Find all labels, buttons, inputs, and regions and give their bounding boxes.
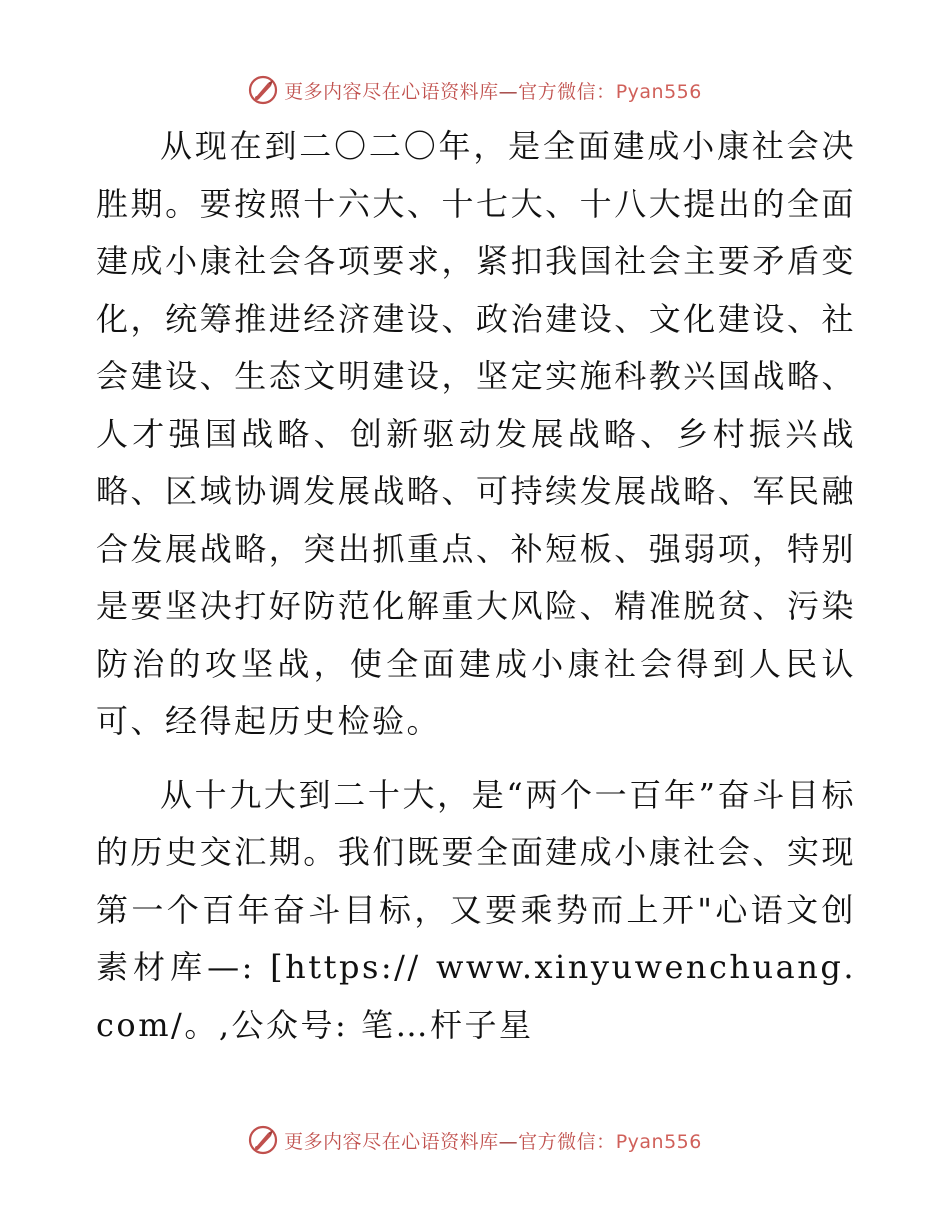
banner-wechat-label: 官方微信： xyxy=(518,80,616,103)
banner-text xyxy=(284,1127,702,1154)
quill-logo-icon xyxy=(248,1125,278,1155)
footer-watermark-banner xyxy=(0,1120,950,1160)
banner-wechat-label: 官方微信： xyxy=(518,1130,616,1153)
header-watermark-banner xyxy=(0,70,950,110)
document-body xyxy=(96,118,856,1070)
banner-text xyxy=(284,77,702,104)
quill-logo-icon xyxy=(248,75,278,105)
banner-separator: — xyxy=(498,1130,519,1153)
banner-title: 更多内容尽在心语资料库 xyxy=(284,80,499,103)
banner-wechat-id: Pyan556 xyxy=(615,1130,702,1153)
paragraph-1: 从现在到二〇二〇年，是全面建成小康社会决胜期。要按照十六大、十七大、十八大提出的全面建成小康社会各项要求，紧扣我国社会主要矛盾变化，统筹推进经济建设、政治建设、文化建设、社会建设、生态文明建设，坚定实施科教兴国战略、人才强国战略、创新驱动发展战略、乡村振兴战略、区域协调发展战略、可持续发展战略、军民融合发展战略，突出抓重点、补短板、强弱项，特别是要坚决打好防范化解重大风险、精准脱贫、污染防治的攻坚战，使全面建成小康社会得到人民认可、经得起历史检验。 xyxy=(96,127,856,740)
banner-separator: — xyxy=(498,80,519,103)
banner-wechat-id: Pyan556 xyxy=(615,80,702,103)
banner-title: 更多内容尽在心语资料库 xyxy=(284,1130,499,1153)
paragraph-2: 从十九大到二十大，是“两个一百年”奋斗目标的历史交汇期。我们既要全面建成小康社会、实现第一个百年奋斗目标，又要乘势而上开"心语文创素材库—: [https:// www.xinyuwenchuang.com/。,公众号: 笔…杆子星 xyxy=(96,775,856,1044)
